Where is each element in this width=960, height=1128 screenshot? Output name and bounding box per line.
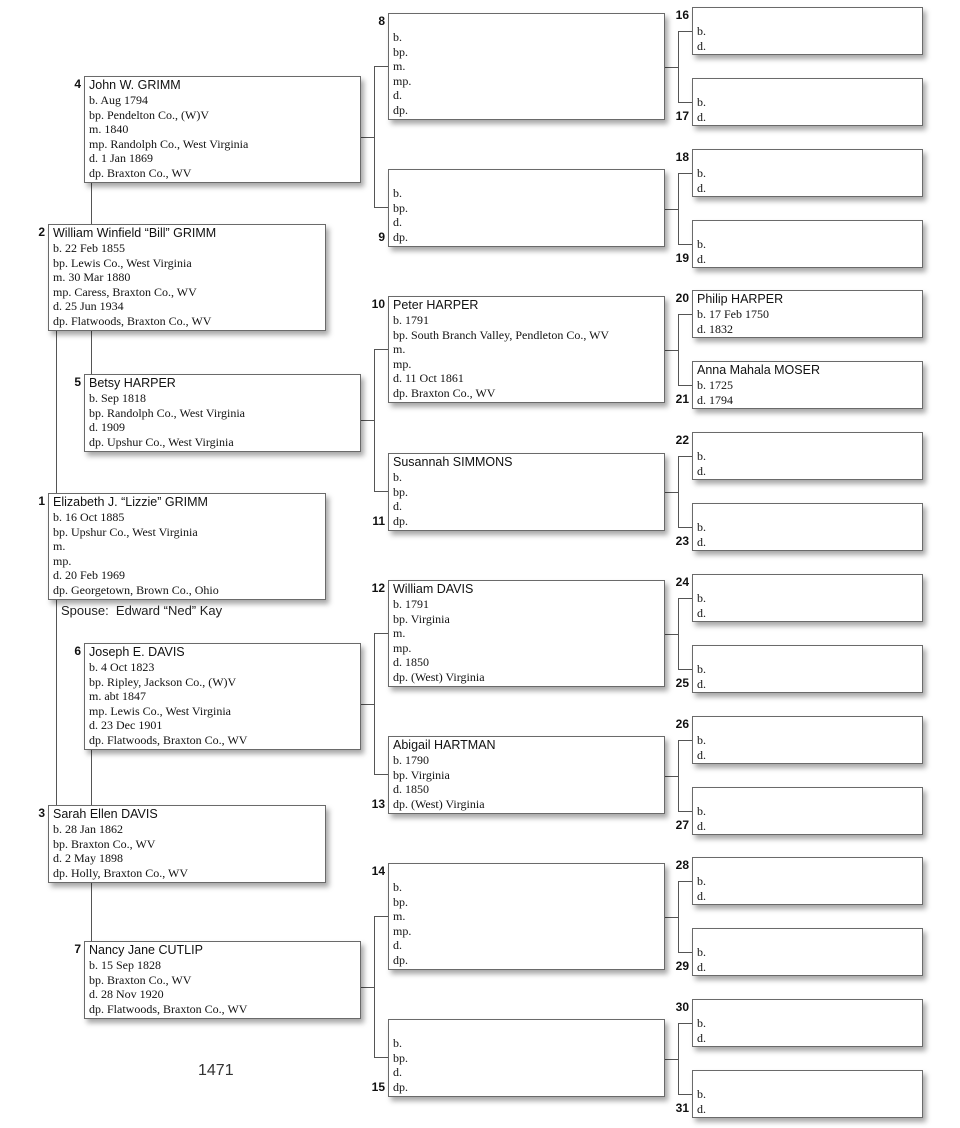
person-detail-line: bp. Virginia (393, 611, 450, 626)
person-detail-line: b. (393, 186, 402, 200)
person-name: John W. GRIMM (89, 78, 181, 92)
person-detail-line: d. (697, 38, 706, 53)
person-detail-line: b. (697, 237, 706, 251)
person-box-8[interactable] (388, 13, 665, 120)
ahnentafel-number: 4 (74, 77, 81, 91)
person-detail-line: bp. Randolph Co., West Virginia (89, 405, 245, 420)
connector-line (91, 883, 92, 941)
person-detail-line: b. 15 Sep 1828 (89, 958, 161, 972)
person-detail-line: d. 1794 (697, 392, 733, 407)
person-detail-line: b. (697, 1087, 706, 1101)
person-box-14[interactable] (388, 863, 665, 970)
person-detail-line: d. (697, 747, 706, 762)
person-name (697, 789, 922, 804)
person-detail-line: d. (697, 959, 706, 974)
connector-line (665, 492, 678, 493)
connector-line (678, 1094, 692, 1095)
person-box-24[interactable] (692, 574, 923, 622)
person-detail-line: mp. Caress, Braxton Co., WV (53, 284, 197, 299)
person-box-2[interactable] (48, 224, 326, 331)
person-detail-line: b. 1725 (697, 378, 733, 392)
person-detail-line: m. 1840 (89, 122, 129, 137)
person-detail-line: b. (697, 591, 706, 605)
connector-line (374, 66, 375, 208)
ahnentafel-number: 16 (675, 8, 689, 22)
person-detail-line: d. (697, 605, 706, 620)
connector-line (678, 811, 692, 812)
person-box-25[interactable] (692, 645, 923, 693)
connector-line (374, 349, 388, 350)
ahnentafel-number: 25 (675, 676, 689, 690)
ahnentafel-number: 5 (74, 375, 81, 389)
connector-line (678, 669, 692, 670)
person-detail-line: dp. Flatwoods, Braxton Co., WV (53, 313, 212, 328)
person-detail-line: d. (697, 180, 706, 195)
person-detail-line: d. (697, 109, 706, 124)
person-detail-line: b. (697, 24, 706, 38)
person-box-30[interactable] (692, 999, 923, 1047)
person-detail-line: d. (697, 463, 706, 478)
connector-line (678, 31, 692, 32)
person-name (697, 505, 922, 520)
person-name: William DAVIS (393, 582, 474, 596)
connector-line (678, 1023, 692, 1024)
person-detail-line: dp. (West) Virginia (393, 669, 485, 684)
person-detail-line: b. (697, 662, 706, 676)
ahnentafel-number: 11 (372, 514, 385, 528)
person-detail-line: d. (393, 1065, 402, 1080)
person-name: Philip HARPER (697, 292, 784, 306)
connector-line (678, 173, 692, 174)
ahnentafel-number: 14 (371, 864, 385, 878)
person-detail-line: m. (393, 342, 406, 357)
connector-line (665, 67, 678, 68)
person-name (393, 171, 664, 186)
connector-line (678, 314, 679, 386)
ahnentafel-number: 19 (675, 251, 689, 265)
person-detail-line: b. 1791 (393, 597, 429, 611)
ahnentafel-number: 23 (675, 534, 689, 548)
person-box-23[interactable] (692, 503, 923, 551)
person-detail-line: bp. Braxton Co., WV (53, 836, 156, 851)
person-detail-line: d. (697, 1101, 706, 1116)
person-detail-line: b. (393, 1036, 402, 1050)
person-detail-line: dp. (393, 513, 408, 528)
person-detail-line: d. (697, 818, 706, 833)
person-detail-line: bp. (393, 200, 408, 215)
ahnentafel-number: 21 (675, 392, 689, 406)
person-name: Peter HARPER (393, 298, 479, 312)
connector-line (678, 244, 692, 245)
person-detail-line: m. (393, 909, 406, 924)
person-box-16[interactable] (692, 7, 923, 55)
person-name: Elizabeth J. “Lizzie” GRIMM (53, 495, 208, 509)
person-name (697, 1001, 922, 1016)
ahnentafel-number: 18 (675, 150, 689, 164)
connector-line (678, 31, 679, 103)
person-detail-line: d. 28 Nov 1920 (89, 987, 164, 1002)
person-detail-line: d. (393, 88, 402, 103)
person-detail-line: m. (53, 539, 66, 554)
person-name: Susannah SIMMONS (393, 455, 513, 469)
person-box-26[interactable] (692, 716, 923, 764)
spouse-label: Spouse: Edward “Ned” Kay (61, 603, 223, 618)
connector-line (678, 740, 679, 812)
connector-line (665, 1059, 678, 1060)
connector-line (678, 102, 692, 103)
ahnentafel-number: 8 (378, 14, 385, 28)
ahnentafel-number: 28 (675, 858, 689, 872)
person-detail-line: mp. (53, 553, 72, 568)
ahnentafel-number: 1 (38, 494, 45, 508)
person-detail-line: m. (393, 59, 406, 74)
person-detail-line: mp. (393, 356, 412, 371)
person-name (697, 930, 922, 945)
connector-line (374, 1057, 388, 1058)
connector-line (361, 704, 374, 705)
person-detail-line: dp. Flatwoods, Braxton Co., WV (89, 732, 248, 747)
person-name (697, 9, 922, 24)
connector-line (374, 633, 388, 634)
connector-line (374, 633, 375, 775)
person-detail-line: d. 1850 (393, 655, 429, 670)
person-detail-line: b. 16 Oct 1885 (53, 510, 125, 524)
person-name: Sarah Ellen DAVIS (53, 807, 158, 821)
person-detail-line: b. 4 Oct 1823 (89, 660, 155, 674)
ahnentafel-number: 27 (675, 818, 689, 832)
connector-line (91, 331, 92, 374)
person-detail-line: b. 28 Jan 1862 (53, 822, 123, 836)
person-name (393, 15, 664, 30)
ahnentafel-number: 20 (675, 291, 689, 305)
connector-line (374, 916, 388, 917)
person-detail-line: b. 1790 (393, 753, 429, 767)
connector-line (678, 881, 679, 953)
person-detail-line: bp. Upshur Co., West Virginia (53, 524, 198, 539)
connector-line (361, 137, 374, 138)
person-detail-line: dp. Braxton Co., WV (393, 385, 496, 400)
person-detail-line: d. 1909 (89, 420, 125, 435)
person-detail-line: dp. Flatwoods, Braxton Co., WV (89, 1001, 248, 1016)
connector-line (678, 385, 692, 386)
person-detail-line: bp. South Branch Valley, Pendleton Co., WV (393, 327, 610, 342)
person-detail-line: d. (697, 888, 706, 903)
person-detail-line: bp. Ripley, Jackson Co., (W)V (89, 674, 237, 689)
connector-line (374, 491, 388, 492)
person-detail-line: dp. Holly, Braxton Co., WV (53, 865, 188, 880)
person-name (697, 222, 922, 237)
ahnentafel-number: 2 (38, 225, 45, 239)
person-detail-line: mp. Lewis Co., West Virginia (89, 703, 231, 718)
person-detail-line: d. 25 Jun 1934 (53, 299, 124, 314)
connector-line (678, 1023, 679, 1095)
connector-line (91, 750, 92, 805)
connector-line (678, 456, 679, 528)
person-detail-line: b. (697, 95, 706, 109)
person-detail-line: b. (393, 470, 402, 484)
person-detail-line: b. 17 Feb 1750 (697, 307, 769, 321)
connector-line (678, 456, 692, 457)
person-detail-line: d. 20 Feb 1969 (53, 568, 125, 583)
person-box-28[interactable] (692, 857, 923, 905)
person-detail-line: b. (697, 1016, 706, 1030)
ahnentafel-number: 15 (371, 1080, 385, 1094)
person-box-20[interactable] (692, 290, 923, 338)
connector-line (665, 350, 678, 351)
ahnentafel-number: 24 (675, 575, 689, 589)
person-detail-line: b. (697, 449, 706, 463)
person-box-17[interactable] (692, 78, 923, 126)
person-box-27[interactable] (692, 787, 923, 835)
ahnentafel-number: 29 (675, 959, 689, 973)
person-box-1[interactable] (48, 493, 326, 600)
ahnentafel-number: 6 (74, 644, 81, 658)
connector-line (678, 740, 692, 741)
person-detail-line: bp. (393, 44, 408, 59)
person-detail-line: b. 1791 (393, 313, 429, 327)
person-detail-line: bp. Braxton Co., WV (89, 972, 192, 987)
ahnentafel-number: 12 (371, 581, 385, 595)
person-box-3[interactable] (48, 805, 326, 883)
ahnentafel-number: 30 (675, 1000, 689, 1014)
person-box-13[interactable] (388, 736, 665, 814)
person-detail-line: d. 1850 (393, 782, 429, 797)
person-name: Anna Mahala MOSER (697, 363, 820, 377)
page-number: 1471 (198, 1062, 234, 1079)
person-detail-line: bp. (393, 894, 408, 909)
person-detail-line: b. (697, 733, 706, 747)
person-name (697, 434, 922, 449)
person-box-19[interactable] (692, 220, 923, 268)
person-detail-line: bp. Lewis Co., West Virginia (53, 255, 192, 270)
person-box-22[interactable] (692, 432, 923, 480)
person-name (697, 151, 922, 166)
person-name: Joseph E. DAVIS (89, 645, 185, 659)
person-detail-line: mp. (393, 640, 412, 655)
person-box-7[interactable] (84, 941, 361, 1019)
person-detail-line: dp. (West) Virginia (393, 796, 485, 811)
person-name (393, 865, 664, 880)
person-detail-line: dp. Georgetown, Brown Co., Ohio (53, 582, 219, 597)
person-detail-line: d. 11 Oct 1861 (393, 371, 464, 386)
person-detail-line: m. (393, 626, 406, 641)
ahnentafel-number: 26 (675, 717, 689, 731)
person-detail-line: d. (697, 1030, 706, 1045)
connector-line (374, 349, 375, 492)
connector-line (678, 598, 692, 599)
person-box-15[interactable] (388, 1019, 665, 1097)
person-detail-line: b. (697, 945, 706, 959)
person-detail-line: dp. (393, 1079, 408, 1094)
ahnentafel-number: 7 (74, 942, 81, 956)
person-detail-line: d. 2 May 1898 (53, 851, 123, 866)
person-name: Nancy Jane CUTLIP (89, 943, 203, 957)
person-detail-line: dp. Upshur Co., West Virginia (89, 434, 234, 449)
person-box-12[interactable] (388, 580, 665, 687)
person-box-18[interactable] (692, 149, 923, 197)
connector-line (374, 66, 388, 67)
person-detail-line: d. (393, 938, 402, 953)
person-detail-line: b. (697, 874, 706, 888)
person-detail-line: m. abt 1847 (89, 689, 146, 704)
person-box-4[interactable] (84, 76, 361, 183)
ahnentafel-number: 10 (371, 297, 385, 311)
person-detail-line: b. (393, 880, 402, 894)
connector-line (374, 774, 388, 775)
person-name (697, 647, 922, 662)
person-name: Betsy HARPER (89, 376, 176, 390)
person-name (393, 1021, 664, 1036)
connector-line (91, 183, 92, 224)
connector-line (361, 987, 374, 988)
person-box-29[interactable] (692, 928, 923, 976)
person-detail-line: b. (393, 30, 402, 44)
person-box-10[interactable] (388, 296, 665, 403)
person-detail-line: d. 1 Jan 1869 (89, 151, 153, 166)
person-detail-line: dp. (393, 952, 408, 967)
connector-line (678, 173, 679, 245)
person-detail-line: bp. Virginia (393, 767, 450, 782)
person-detail-line: bp. (393, 1050, 408, 1065)
ahnentafel-number: 9 (378, 230, 385, 244)
connector-line (678, 952, 692, 953)
person-box-6[interactable] (84, 643, 361, 750)
person-box-11[interactable] (388, 453, 665, 531)
person-detail-line: mp. Randolph Co., West Virginia (89, 136, 249, 151)
person-box-21[interactable] (692, 361, 923, 409)
person-name (697, 718, 922, 733)
connector-line (374, 916, 375, 1058)
person-detail-line: dp. Braxton Co., WV (89, 165, 192, 180)
person-detail-line: d. (697, 251, 706, 266)
person-detail-line: d. (697, 676, 706, 691)
person-detail-line: d. (393, 499, 402, 514)
connector-line (665, 209, 678, 210)
person-name (697, 80, 922, 95)
connector-line (678, 881, 692, 882)
connector-line (665, 776, 678, 777)
person-name (697, 1072, 922, 1087)
person-detail-line: m. 30 Mar 1880 (53, 270, 131, 285)
person-detail-line: b. 22 Feb 1855 (53, 241, 125, 255)
person-detail-line: bp. (393, 484, 408, 499)
person-detail-line: d. 1832 (697, 321, 733, 336)
connector-line (678, 598, 679, 670)
person-name: Abigail HARTMAN (393, 738, 496, 752)
connector-line (665, 917, 678, 918)
ahnentafel-number: 22 (675, 433, 689, 447)
person-box-31[interactable] (692, 1070, 923, 1118)
person-detail-line: b. Sep 1818 (89, 391, 146, 405)
person-detail-line: d. 23 Dec 1901 (89, 718, 163, 733)
person-detail-line: b. (697, 520, 706, 534)
connector-line (678, 314, 692, 315)
person-name: William Winfield “Bill” GRIMM (53, 226, 217, 240)
person-detail-line: dp. (393, 102, 408, 117)
person-detail-line: b. (697, 804, 706, 818)
person-detail-line: dp. (393, 229, 408, 244)
connector-line (665, 634, 678, 635)
person-detail-line: mp. (393, 73, 412, 88)
ahnentafel-number: 13 (371, 797, 385, 811)
connector-line (361, 420, 374, 421)
person-detail-line: d. (393, 215, 402, 230)
person-detail-line: b. (697, 166, 706, 180)
connector-line (678, 527, 692, 528)
person-detail-line: d. (697, 534, 706, 549)
ahnentafel-number: 31 (675, 1101, 689, 1115)
ahnentafel-number: 3 (38, 806, 45, 820)
person-box-9[interactable] (388, 169, 665, 247)
person-detail-line: bp. Pendelton Co., (W)V (89, 107, 209, 122)
person-name (697, 859, 922, 874)
ahnentafel-number: 17 (675, 109, 689, 123)
person-detail-line: mp. (393, 923, 412, 938)
person-detail-line: b. Aug 1794 (89, 93, 149, 107)
connector-line (374, 207, 388, 208)
person-box-5[interactable] (84, 374, 361, 452)
person-name (697, 576, 922, 591)
